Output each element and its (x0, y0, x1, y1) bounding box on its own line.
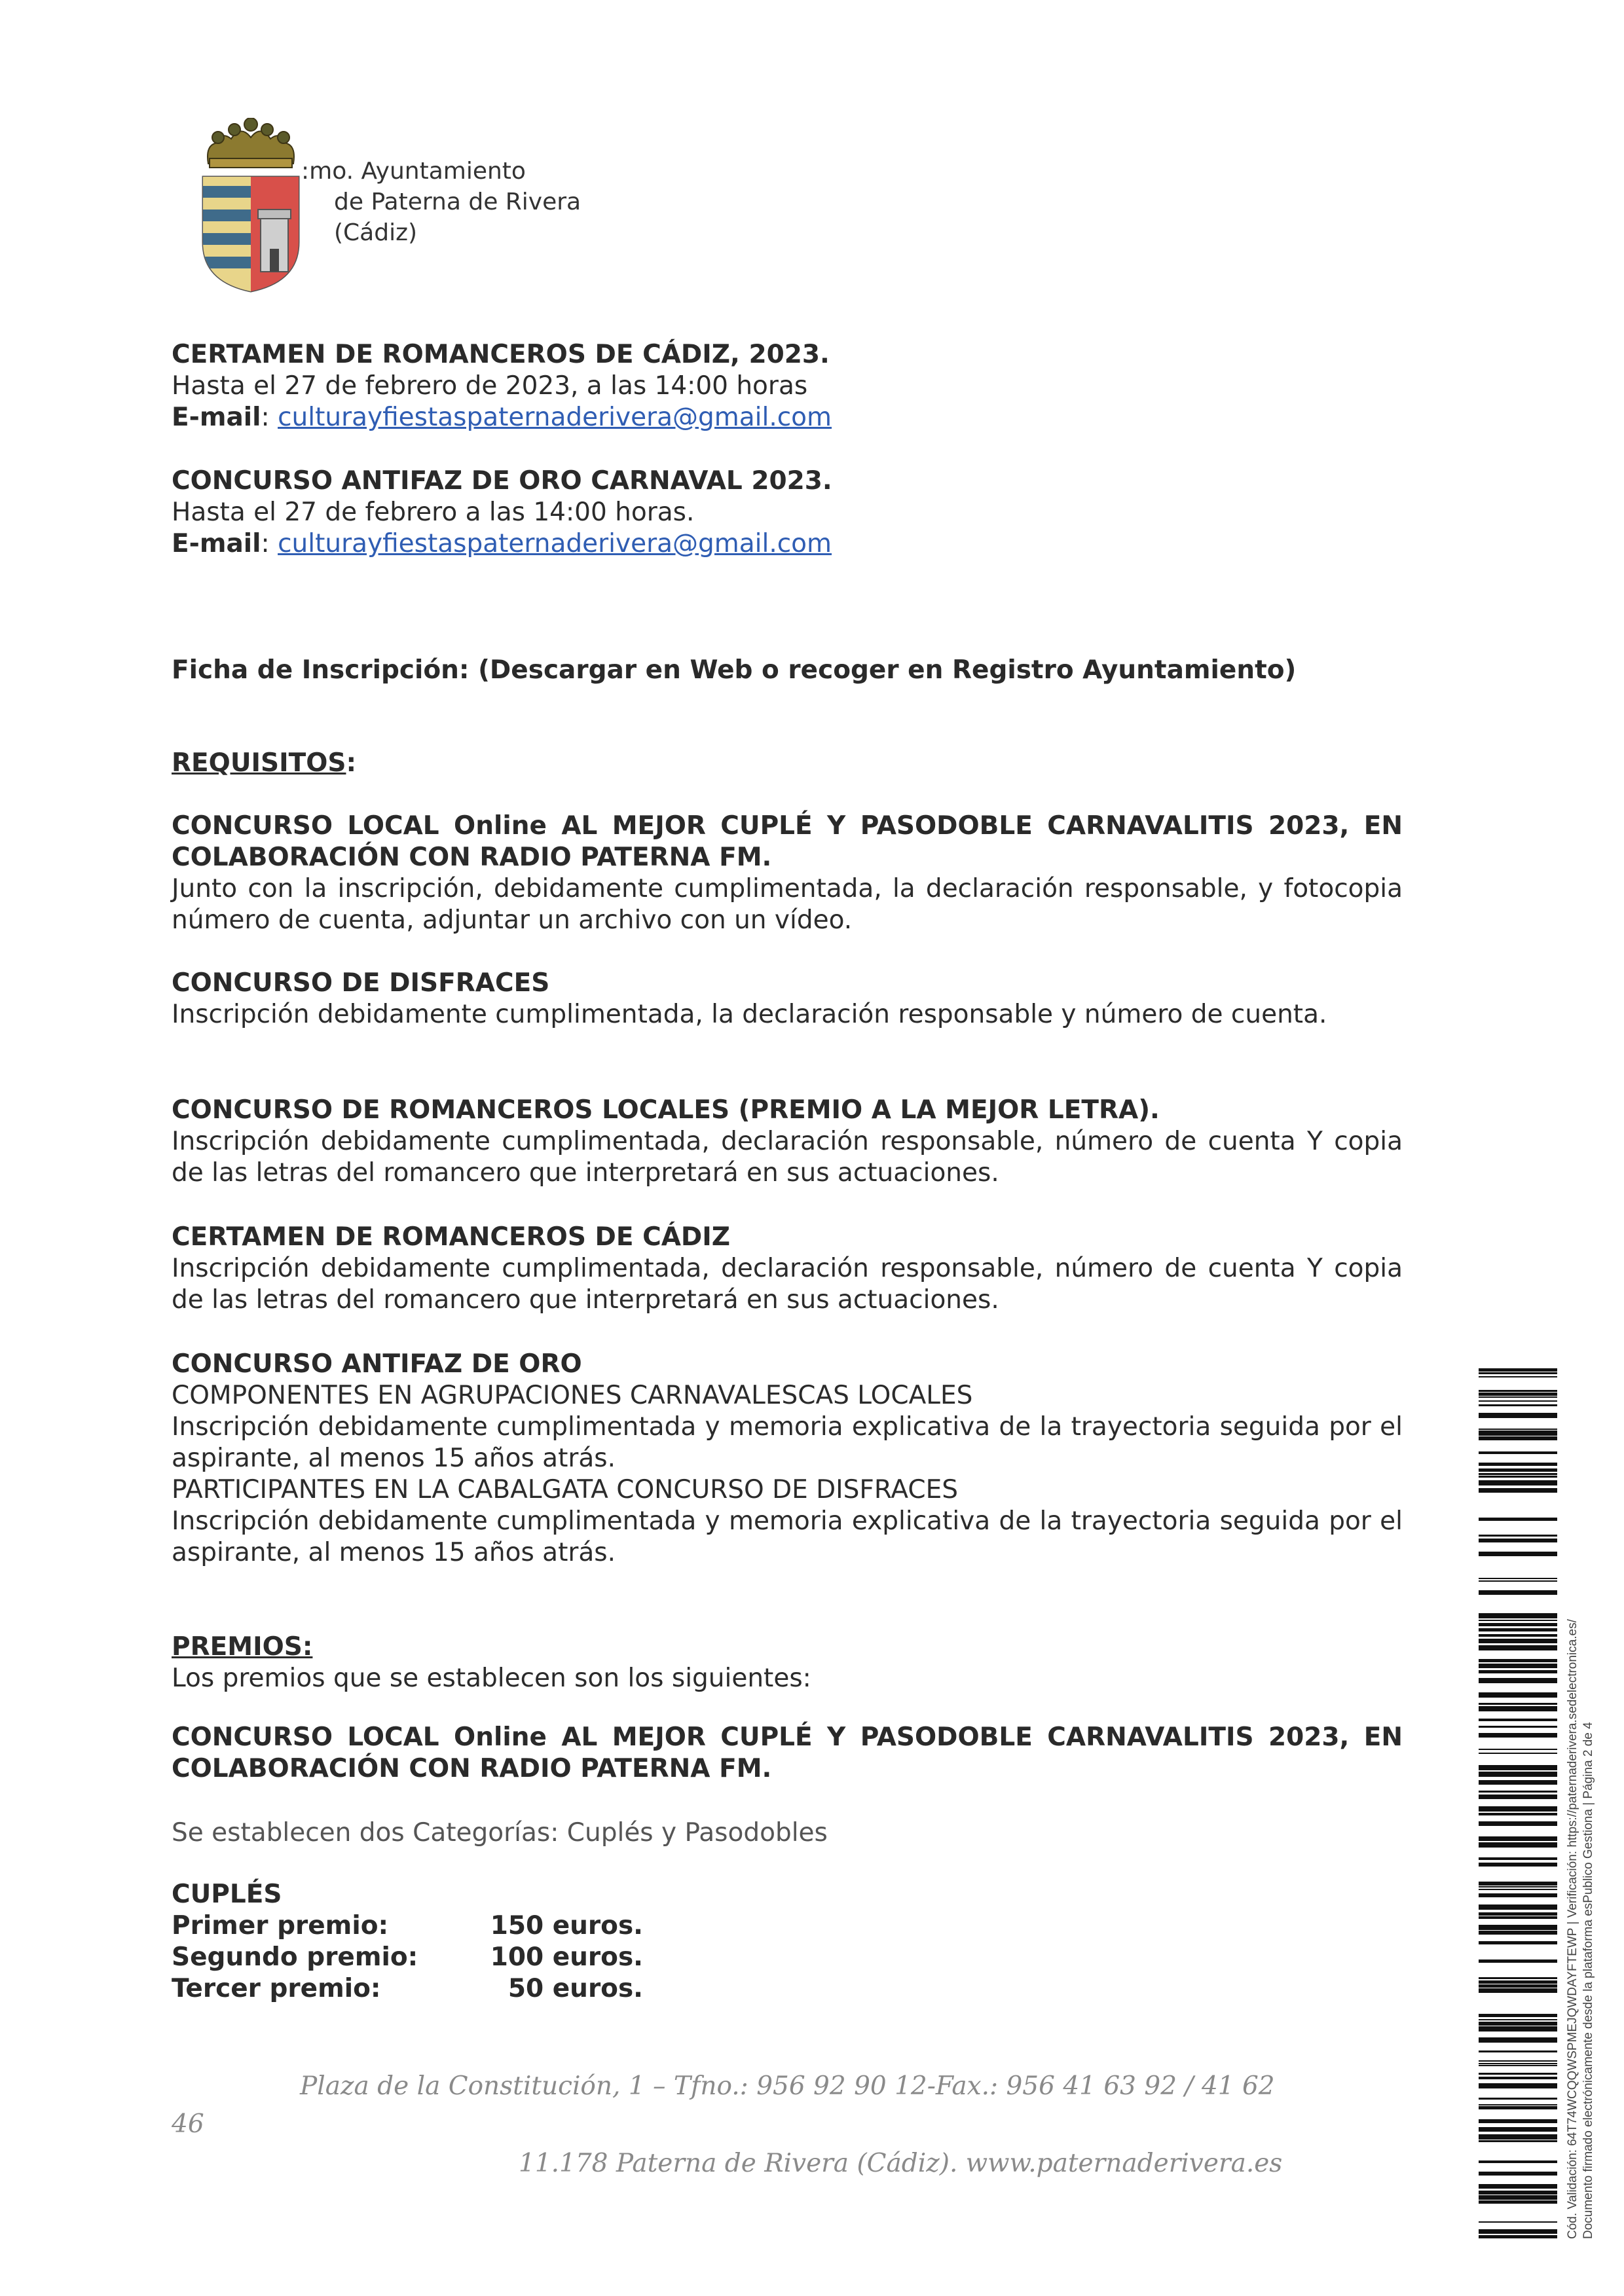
requisito-text: Inscripción debidamente cumplimentada, declaración responsable, número de cuenta Y copia de las letras del romancero que interpretará en sus actuaciones. (172, 1254, 1403, 1315)
header-line-2: de Paterna de Rivera (334, 189, 581, 215)
premios-section (172, 1631, 1403, 1694)
premios-categorias: Se establecen dos Categorías: Cuplés y Pasodobles (172, 1818, 828, 1848)
requisito-text: Inscripción debidamente cumplimentada, declaración responsable, número de cuenta Y copia de las letras del romancero que interpretará en sus actuaciones. (172, 1127, 1403, 1188)
antifaz-text-2: Inscripción debidamente cumplimentada y memoria explicativa de la trayectoria seguida por el aspirante, al menos 15 años atrás. (172, 1506, 1403, 1567)
prize-label: Primer premio: (172, 1911, 389, 1941)
deadline-email-line: E-mail: culturayfiestaspaternaderivera@gmail.com (172, 529, 832, 558)
deadline-date: Hasta el 27 de febrero de 2023, a las 14:00 horas (172, 371, 808, 401)
deadline-title: CONCURSO ANTIFAZ DE ORO CARNAVAL 2023. (172, 466, 832, 496)
prize-label: Segundo premio: (172, 1942, 418, 1972)
antifaz-sub-1: COMPONENTES EN AGRUPACIONES CARNAVALESCAS LOCALES (172, 1381, 973, 1410)
requisito-title: CONCURSO DE DISFRACES (172, 968, 550, 998)
footer-address: Plaza de la Constitución, 1 – Tfno.: 956 92 90 12-Fax.: 956 41 63 92 / 41 62 (300, 2071, 1275, 2101)
header-line-1: :mo. Ayuntamiento (301, 158, 526, 185)
premios-intro: Los premios que se establecen son los siguientes: (172, 1664, 811, 1693)
deadline-antifaz (172, 465, 1403, 560)
premios-heading: PREMIOS: (172, 1632, 313, 1662)
verification-line-1: Cód. Validación: 64T74WCQQWSPMEJQWDAYFTEWP | Verificación: https://paternaderivera.sedelectronica.es/ (1566, 1619, 1579, 2239)
email-label: E-mail (172, 403, 261, 432)
requisitos-heading-text: REQUISITOS (172, 748, 346, 778)
email-label: E-mail (172, 529, 261, 558)
deadline-romanceros (172, 339, 1403, 433)
ficha-inscripcion: Ficha de Inscripción: (Descargar en Web o recoger en Registro Ayuntamiento) (172, 655, 1297, 685)
prize-amount: 50 euros. (507, 1974, 643, 2003)
requisito-romanceros-locales (172, 1095, 1403, 1189)
requisitos-heading: REQUISITOS: (172, 748, 357, 778)
requisito-disfraces (172, 968, 1403, 1030)
verification-text (1565, 1362, 1596, 2239)
coat-of-arms-logo (195, 118, 306, 295)
requisito-antifaz (172, 1349, 1403, 1569)
prize-row (172, 1942, 643, 1973)
antifaz-text-1: Inscripción debidamente cumplimentada y memoria explicativa de la trayectoria seguida por el aspirante, al menos 15 años atrás. (172, 1412, 1403, 1473)
header-line-3: (Cádiz) (334, 219, 418, 246)
antifaz-sub-2: PARTICIPANTES EN LA CABALGATA CONCURSO DE DISFRACES (172, 1475, 959, 1504)
requisito-text: Inscripción debidamente cumplimentada, la declaración responsable y número de cuenta. (172, 1000, 1327, 1029)
deadline-email-line: E-mail: culturayfiestaspaternaderivera@gmail.com (172, 403, 832, 432)
page-number: 46 (172, 2109, 204, 2139)
verification-line-2: Documento firmado electrónicamente desde la plataforma esPublico Gestiona | Página 2 de 4 (1581, 1722, 1595, 2239)
premios-title: CONCURSO LOCAL Online AL MEJOR CUPLÉ Y PASODOBLE CARNAVALITIS 2023, EN COLABORACIÓN CON RADIO PATERNA FM. (172, 1722, 1403, 1783)
requisito-romanceros-cadiz (172, 1222, 1403, 1316)
cuples-heading: CUPLÉS (172, 1880, 282, 1909)
email-link[interactable]: culturayfiestaspaternaderivera@gmail.com (278, 529, 832, 558)
requisito-text: Junto con la inscripción, debidamente cumplimentada, la declaración responsable, y fotocopia número de cuenta, adjuntar un archivo con un vídeo. (172, 874, 1403, 935)
cuples-prizes (172, 1879, 643, 2005)
requisito-title: CONCURSO DE ROMANCEROS LOCALES (PREMIO A LA MEJOR LETRA). (172, 1095, 1160, 1125)
footer-web: 11.178 Paterna de Rivera (Cádiz). www.paternaderivera.es (519, 2149, 1283, 2178)
requisito-title: CERTAMEN DE ROMANCEROS DE CÁDIZ (172, 1222, 731, 1252)
requisito-title: CONCURSO LOCAL Online AL MEJOR CUPLÉ Y PASODOBLE CARNAVALITIS 2023, EN COLABORACIÓN CON RADIO PATERNA FM. (172, 811, 1403, 872)
prize-label: Tercer premio: (172, 1974, 381, 2003)
municipality-header (301, 156, 581, 248)
prize-amount: 100 euros. (490, 1942, 643, 1972)
deadline-date: Hasta el 27 de febrero a las 14:00 horas. (172, 498, 695, 527)
barcode (1479, 1368, 1557, 2239)
deadline-title: CERTAMEN DE ROMANCEROS DE CÁDIZ, 2023. (172, 340, 830, 369)
requisito-cuple (172, 811, 1403, 936)
prize-amount: 150 euros. (490, 1911, 643, 1941)
antifaz-title: CONCURSO ANTIFAZ DE ORO (172, 1349, 582, 1379)
prize-row (172, 1973, 643, 2005)
email-link[interactable]: culturayfiestaspaternaderivera@gmail.com (278, 403, 832, 432)
prize-row (172, 1910, 643, 1942)
